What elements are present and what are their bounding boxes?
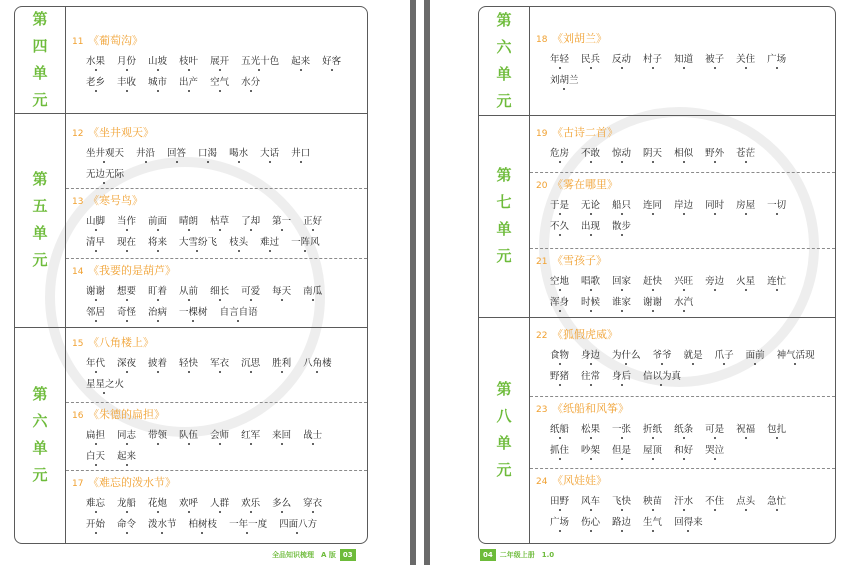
vocabulary-word: 纸条 (674, 419, 693, 440)
lesson-title: 《雪孩子》 (552, 254, 607, 267)
vocabulary-word: 祝福 (736, 419, 755, 440)
vocabulary-word: 刘胡兰 (550, 70, 579, 91)
vocabulary-word: 哭泣 (705, 440, 724, 461)
lesson-number: 15 (72, 339, 84, 349)
vocabulary-list (550, 491, 827, 533)
vocabulary-word: 岸边 (674, 195, 693, 216)
lesson-number: 20 (536, 181, 548, 191)
vocabulary-word: 野外 (705, 143, 724, 164)
vocabulary-word: 信以为真 (643, 366, 681, 387)
vocabulary-word: 年轻 (550, 49, 569, 70)
vocabulary-word: 难忘 (86, 493, 105, 514)
vocabulary-word: 披着 (148, 353, 167, 374)
vocabulary-word: 田野 (550, 491, 569, 512)
vocabulary-word: 了却 (241, 211, 260, 232)
lesson-block (530, 27, 835, 115)
vocabulary-word: 路边 (612, 512, 631, 533)
vocabulary-word: 面前 (746, 345, 765, 366)
vocabulary-word: 谢谢 (643, 292, 662, 313)
vocabulary-word: 一切 (767, 195, 786, 216)
lesson-heading (72, 475, 359, 491)
vocabulary-word: 将来 (148, 232, 167, 253)
vocabulary-word: 谢谢 (86, 281, 105, 302)
vocabulary-word: 月份 (117, 51, 136, 72)
vocabulary-word: 清早 (86, 232, 105, 253)
vocabulary-word: 苍茫 (736, 143, 755, 164)
lesson-block (66, 189, 367, 259)
unit-title: 第 八 单 元 (479, 317, 530, 543)
vocabulary-word: 喝水 (229, 143, 248, 164)
lesson-block (530, 323, 835, 397)
vocabulary-word: 深夜 (117, 353, 136, 374)
vocabulary-word: 穿衣 (303, 493, 322, 514)
vocabulary-word: 就是 (684, 345, 703, 366)
vocabulary-word: 谁家 (612, 292, 631, 313)
vocabulary-word: 身边 (581, 345, 600, 366)
vocabulary-word: 汗水 (674, 491, 693, 512)
vocabulary-word: 一张 (612, 419, 631, 440)
vocabulary-word: 欢呼 (179, 493, 198, 514)
vocabulary-word: 队伍 (179, 425, 198, 446)
footer-text: 二年级上册 1.0 (499, 551, 555, 559)
vocabulary-word: 想要 (117, 281, 136, 302)
vocabulary-list (550, 419, 827, 461)
vocabulary-word: 回家 (612, 271, 631, 292)
vocabulary-word: 盯着 (148, 281, 167, 302)
lesson-block (530, 173, 835, 249)
vocabulary-word: 四面八方 (279, 514, 317, 535)
vocabulary-word: 连忙 (767, 271, 786, 292)
lesson-heading (536, 177, 827, 193)
vocabulary-word: 八角楼 (303, 353, 332, 374)
lesson-block (66, 403, 367, 471)
vocabulary-word: 广场 (550, 512, 569, 533)
vocabulary-word: 晴朗 (179, 211, 198, 232)
vocabulary-list (86, 425, 359, 467)
vocabulary-word: 折纸 (643, 419, 662, 440)
lesson-heading (72, 335, 359, 351)
vocabulary-word: 浑身 (550, 292, 569, 313)
vocabulary-word: 水汽 (674, 292, 693, 313)
vocabulary-list (550, 49, 827, 91)
lesson-heading (536, 253, 827, 269)
lesson-title: 《风娃娃》 (552, 474, 607, 487)
lesson-block (530, 249, 835, 317)
vocabulary-word: 不敢 (581, 143, 600, 164)
vocabulary-word: 星星之火 (86, 374, 124, 395)
vocabulary-word: 好客 (322, 51, 341, 72)
lesson-number: 14 (72, 267, 84, 277)
lesson-number: 18 (536, 35, 548, 45)
vocabulary-word: 点头 (736, 491, 755, 512)
vocabulary-word: 带领 (148, 425, 167, 446)
vocabulary-word: 山坡 (148, 51, 167, 72)
vocabulary-list (86, 51, 359, 93)
vocabulary-word: 无论 (581, 195, 600, 216)
vocabulary-word: 山脚 (86, 211, 105, 232)
vocabulary-word: 身后 (612, 366, 631, 387)
page-number: 04 (480, 549, 496, 561)
lesson-title: 《难忘的泼水节》 (88, 476, 176, 489)
vocabulary-word: 阴天 (643, 143, 662, 164)
vocabulary-word: 不住 (705, 491, 724, 512)
vocabulary-word: 老乡 (86, 72, 105, 93)
vocabulary-word: 兴旺 (674, 271, 693, 292)
vocabulary-word: 当作 (117, 211, 136, 232)
vocabulary-word: 松果 (581, 419, 600, 440)
vocabulary-word: 轻快 (179, 353, 198, 374)
footer-left (268, 549, 356, 561)
vocabulary-list (86, 281, 359, 323)
vocabulary-word: 房屋 (736, 195, 755, 216)
vocabulary-word: 前面 (148, 211, 167, 232)
lesson-number: 11 (72, 37, 84, 47)
lesson-heading (536, 401, 827, 417)
lesson-number: 21 (536, 257, 548, 267)
vocabulary-word: 现在 (117, 232, 136, 253)
lesson-number: 19 (536, 129, 548, 139)
lesson-title: 《古诗二首》 (552, 126, 618, 139)
vocabulary-list (550, 143, 827, 164)
vocabulary-word: 坐井观天 (86, 143, 124, 164)
lesson-title: 《我要的是葫芦》 (88, 264, 176, 277)
vocabulary-word: 旁边 (705, 271, 724, 292)
vocabulary-word: 反动 (612, 49, 631, 70)
lesson-heading (536, 125, 827, 141)
vocabulary-word: 来回 (272, 425, 291, 446)
vocabulary-list (86, 143, 359, 185)
vocabulary-word: 扁担 (86, 425, 105, 446)
vocabulary-word: 五光十色 (241, 51, 279, 72)
vocabulary-word: 空地 (550, 271, 569, 292)
vocabulary-word: 井沿 (136, 143, 155, 164)
lesson-number: 22 (536, 331, 548, 341)
lesson-block (530, 469, 835, 543)
vocabulary-word: 伤心 (581, 512, 600, 533)
vocabulary-word: 但是 (612, 440, 631, 461)
vocabulary-list (550, 345, 827, 387)
vocabulary-word: 回答 (167, 143, 186, 164)
book-spine-right (424, 0, 430, 565)
lesson-block (66, 331, 367, 403)
vocabulary-word: 多么 (272, 493, 291, 514)
lesson-title: 《坐井观天》 (88, 126, 154, 139)
vocabulary-word: 相似 (674, 143, 693, 164)
unit-block-8 (479, 317, 835, 543)
vocabulary-word: 军衣 (210, 353, 229, 374)
unit-title: 第 六 单 元 (479, 7, 530, 115)
unit-block-6 (15, 327, 367, 543)
vocabulary-word: 空气 (210, 72, 229, 93)
vocabulary-word: 第一 (272, 211, 291, 232)
vocabulary-word: 南瓜 (303, 281, 322, 302)
vocabulary-word: 起来 (291, 51, 310, 72)
lesson-number: 12 (72, 129, 84, 139)
unit-title: 第 七 单 元 (479, 115, 530, 317)
vocabulary-word: 红军 (241, 425, 260, 446)
vocabulary-word: 枯草 (210, 211, 229, 232)
vocabulary-word: 沉思 (241, 353, 260, 374)
lesson-heading (72, 193, 359, 209)
vocabulary-word: 同志 (117, 425, 136, 446)
vocabulary-word: 展开 (210, 51, 229, 72)
vocabulary-word: 秧苗 (643, 491, 662, 512)
lesson-title: 《雾在哪里》 (552, 178, 618, 191)
vocabulary-word: 于是 (550, 195, 569, 216)
vocabulary-word: 年代 (86, 353, 105, 374)
unit-block-5 (15, 113, 367, 328)
vocabulary-word: 船只 (612, 195, 631, 216)
vocabulary-word: 回得来 (674, 512, 703, 533)
vocabulary-word: 人群 (210, 493, 229, 514)
lesson-block (530, 397, 835, 469)
vocabulary-word: 民兵 (581, 49, 600, 70)
vocabulary-word: 可爱 (241, 281, 260, 302)
unit-block-7 (479, 115, 835, 318)
page-number: 03 (340, 549, 356, 561)
vocabulary-word: 无边无际 (86, 164, 124, 185)
lesson-number: 16 (72, 411, 84, 421)
lesson-number: 24 (536, 477, 548, 487)
vocabulary-word: 胜利 (272, 353, 291, 374)
vocabulary-list (86, 353, 359, 395)
vocabulary-word: 爪子 (715, 345, 734, 366)
vocabulary-word: 难过 (260, 232, 279, 253)
lesson-heading (72, 125, 359, 141)
vocabulary-word: 水果 (86, 51, 105, 72)
vocabulary-word: 白天 (86, 446, 105, 467)
vocabulary-word: 不久 (550, 216, 569, 237)
footer-text: 全品知识梳理 A 版 (272, 551, 336, 559)
vocabulary-word: 连同 (643, 195, 662, 216)
vocabulary-word: 欢乐 (241, 493, 260, 514)
vocabulary-word: 枝叶 (179, 51, 198, 72)
lesson-title: 《纸船和风筝》 (552, 402, 629, 415)
vocabulary-word: 急忙 (767, 491, 786, 512)
vocabulary-word: 关住 (736, 49, 755, 70)
vocabulary-word: 从前 (179, 281, 198, 302)
vocabulary-word: 城市 (148, 72, 167, 93)
vocabulary-word: 同时 (705, 195, 724, 216)
vocabulary-word: 治病 (148, 302, 167, 323)
vocabulary-word: 可是 (705, 419, 724, 440)
vocabulary-word: 野猪 (550, 366, 569, 387)
vocabulary-word: 口渴 (198, 143, 217, 164)
vocabulary-word: 抓住 (550, 440, 569, 461)
vocabulary-word: 一阵风 (291, 232, 320, 253)
book-spine-left (410, 0, 416, 565)
vocabulary-word: 飞快 (612, 491, 631, 512)
vocabulary-word: 花炮 (148, 493, 167, 514)
vocabulary-word: 出现 (581, 216, 600, 237)
vocabulary-list (550, 271, 827, 313)
lesson-block (530, 121, 835, 173)
lesson-heading (536, 31, 827, 47)
vocabulary-word: 包扎 (767, 419, 786, 440)
vocabulary-word: 风车 (581, 491, 600, 512)
vocabulary-word: 出产 (179, 72, 198, 93)
lesson-block (66, 471, 367, 543)
lesson-title: 《刘胡兰》 (552, 32, 607, 45)
vocabulary-word: 命令 (117, 514, 136, 535)
right-page (478, 6, 836, 544)
lesson-block (66, 29, 367, 113)
vocabulary-word: 水分 (241, 72, 260, 93)
vocabulary-word: 唱歌 (581, 271, 600, 292)
vocabulary-word: 赶快 (643, 271, 662, 292)
lesson-heading (72, 33, 359, 49)
vocabulary-word: 大话 (260, 143, 279, 164)
vocabulary-word: 枝头 (229, 232, 248, 253)
vocabulary-word: 邻居 (86, 302, 105, 323)
vocabulary-word: 村子 (643, 49, 662, 70)
vocabulary-word: 纸船 (550, 419, 569, 440)
vocabulary-word: 柏树枝 (189, 514, 218, 535)
lesson-number: 13 (72, 197, 84, 207)
vocabulary-word: 每天 (272, 281, 291, 302)
unit-block-4 (15, 7, 367, 114)
vocabulary-word: 爷爷 (653, 345, 672, 366)
lesson-heading (72, 407, 359, 423)
unit-block-6 (479, 7, 835, 116)
vocabulary-word: 丰收 (117, 72, 136, 93)
vocabulary-word: 奇怪 (117, 302, 136, 323)
vocabulary-word: 吵架 (581, 440, 600, 461)
lesson-number: 17 (72, 479, 84, 489)
vocabulary-word: 散步 (612, 216, 631, 237)
vocabulary-word: 一年一度 (229, 514, 267, 535)
lesson-title: 《葡萄沟》 (88, 34, 143, 47)
vocabulary-word: 广场 (767, 49, 786, 70)
lesson-block (66, 121, 367, 189)
vocabulary-list (86, 211, 359, 253)
vocabulary-word: 细长 (210, 281, 229, 302)
vocabulary-word: 开始 (86, 514, 105, 535)
vocabulary-word: 时候 (581, 292, 600, 313)
lesson-title: 《狐假虎威》 (552, 328, 618, 341)
lesson-heading (72, 263, 359, 279)
lesson-title: 《寒号鸟》 (88, 194, 143, 207)
vocabulary-word: 往常 (581, 366, 600, 387)
lesson-title: 《朱德的扁担》 (88, 408, 165, 421)
vocabulary-word: 起来 (117, 446, 136, 467)
vocabulary-word: 食物 (550, 345, 569, 366)
vocabulary-word: 生气 (643, 512, 662, 533)
left-page (14, 6, 368, 544)
vocabulary-word: 龙船 (117, 493, 136, 514)
unit-title: 第 四 单 元 (15, 7, 66, 113)
lesson-heading (536, 327, 827, 343)
vocabulary-word: 井口 (291, 143, 310, 164)
vocabulary-word: 会师 (210, 425, 229, 446)
vocabulary-word: 屋顶 (643, 440, 662, 461)
vocabulary-list (550, 195, 827, 237)
vocabulary-word: 和好 (674, 440, 693, 461)
vocabulary-word: 惊动 (612, 143, 631, 164)
vocabulary-list (86, 493, 359, 535)
vocabulary-word: 为什么 (612, 345, 641, 366)
vocabulary-word: 自言自语 (220, 302, 258, 323)
vocabulary-word: 火星 (736, 271, 755, 292)
unit-title: 第 五 单 元 (15, 113, 66, 327)
vocabulary-word: 大雪纷飞 (179, 232, 217, 253)
vocabulary-word: 战士 (303, 425, 322, 446)
lesson-title: 《八角楼上》 (88, 336, 154, 349)
lesson-block (66, 259, 367, 327)
lesson-number: 23 (536, 405, 548, 415)
footer-right (480, 549, 558, 561)
lesson-heading (536, 473, 827, 489)
vocabulary-word: 正好 (303, 211, 322, 232)
vocabulary-word: 危房 (550, 143, 569, 164)
vocabulary-word: 一棵树 (179, 302, 208, 323)
vocabulary-word: 泼水节 (148, 514, 177, 535)
vocabulary-word: 知道 (674, 49, 693, 70)
vocabulary-word: 神气活现 (777, 345, 815, 366)
unit-title: 第 六 单 元 (15, 327, 66, 543)
vocabulary-word: 被子 (705, 49, 724, 70)
